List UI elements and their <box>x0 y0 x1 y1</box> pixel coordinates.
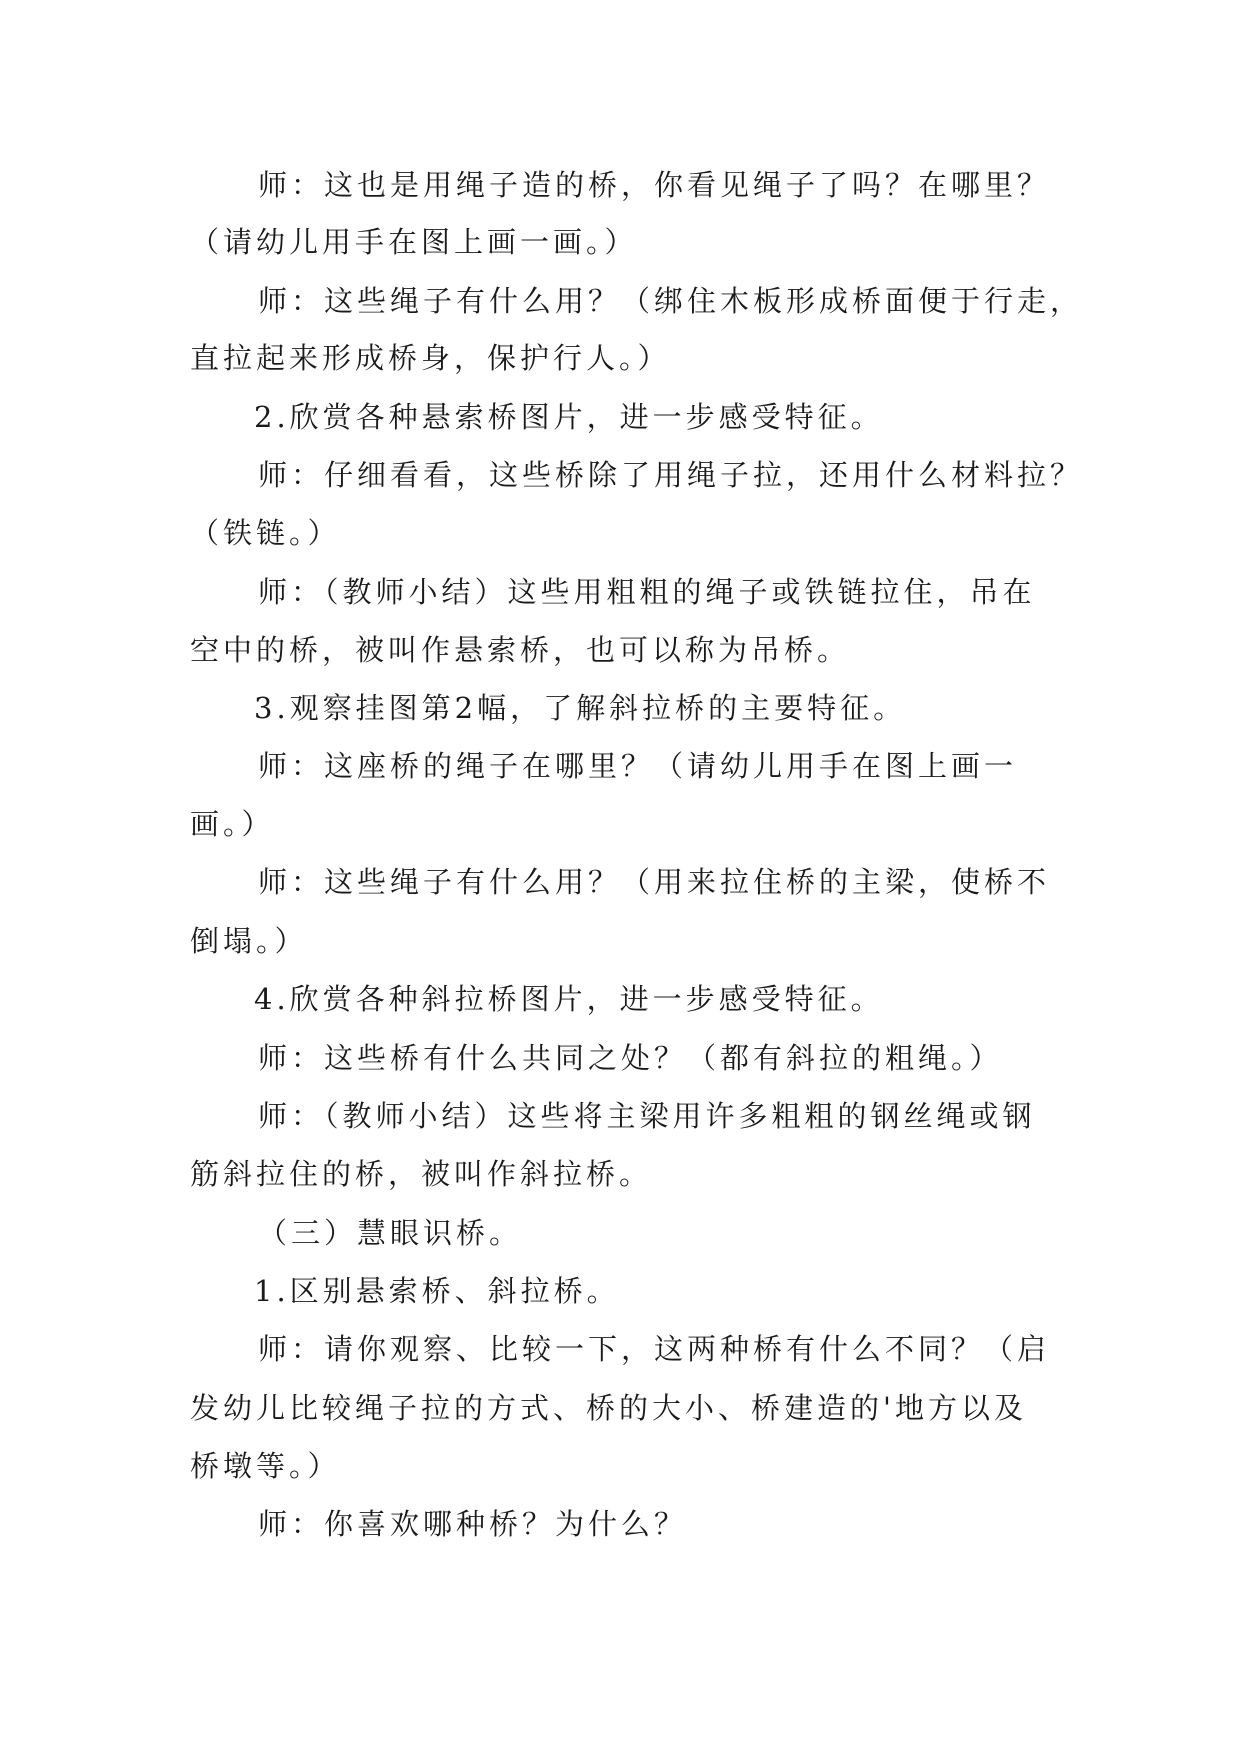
section-heading: 2.欣赏各种悬索桥图片，进一步感受特征。 <box>254 400 884 434</box>
section-heading: 4.欣赏各种斜拉桥图片，进一步感受特征。 <box>254 982 884 1016</box>
text-line: 直拉起来形成桥身，保护行人。） <box>190 341 671 375</box>
text-line: 师：仔细看看，这些桥除了用绳子拉，还用什么材料拉？ <box>258 458 1084 492</box>
text-line: 空中的桥，被叫作悬索桥，也可以称为吊桥。 <box>190 633 851 667</box>
text-line: 师：这些绳子有什么用？（用来拉住桥的主梁，使桥不 <box>258 865 1051 899</box>
text-line: 师：（教师小结）这些用粗粗的绳子或铁链拉住，吊在 <box>258 575 1036 609</box>
text-line: 师：你喜欢哪种桥？为什么？ <box>258 1507 688 1541</box>
text-line: 师：请你观察、比较一下，这两种桥有什么不同？（启 <box>258 1332 1051 1366</box>
text-line: 师：这座桥的绳子在哪里？（请幼儿用手在图上画一 <box>258 749 1018 783</box>
text-line: 师：这些桥有什么共同之处？（都有斜拉的粗绳。） <box>258 1041 1003 1075</box>
section-heading: 1.区别悬索桥、斜拉桥。 <box>254 1274 620 1308</box>
text-line: （请幼儿用手在图上画一画。） <box>190 225 638 259</box>
text-line: 师：（教师小结）这些将主梁用许多粗粗的钢丝绳或钢 <box>258 1099 1036 1133</box>
text-line: 筋斜拉住的桥，被叫作斜拉桥。 <box>190 1157 653 1191</box>
text-line: 画。） <box>190 807 275 841</box>
section-heading: （三）慧眼识桥。 <box>258 1216 523 1250</box>
text-line: 师：这也是用绳子造的桥，你看见绳子了吗？在哪里？ <box>258 168 1051 202</box>
text-line: 倒塌。） <box>190 924 308 958</box>
text-line: （铁链。） <box>190 516 341 550</box>
text-line: 师：这些绳子有什么用？（绑住木板形成桥面便于行走， <box>258 284 1084 318</box>
text-line: 发幼儿比较绳子拉的方式、桥的大小、桥建造的'地方以及 <box>190 1391 1027 1425</box>
text-line: 桥墩等。） <box>190 1449 341 1483</box>
section-heading: 3.观察挂图第2幅，了解斜拉桥的主要特征。 <box>254 691 907 725</box>
